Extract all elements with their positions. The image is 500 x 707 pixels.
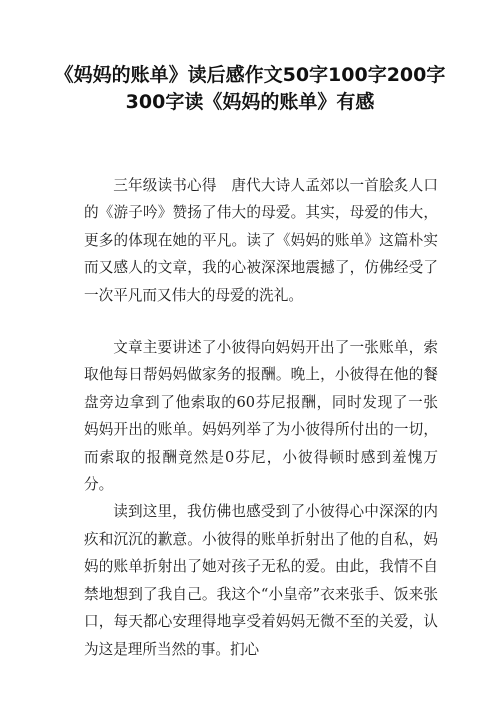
paragraph-3: 读到这里，我仿佛也感受到了小彼得心中深深的内疚和沉沉的歉意。小彼得的账单折射出了他的自私，妈妈的账单折射出了她对孩子无私的爱。由此，我情不自禁地想到了我自己。我这个“小皇帝”衣来张手、饭来张口，每天都心安理得地享受着妈妈无微不至的关爱，认为这是理所当然的事。扪心 bbox=[84, 503, 438, 658]
paragraph-1: 三年级读书心得 唐代大诗人孟郊以一首脍炙人口的《游子吟》赞扬了伟大的母爱。其实，母爱的伟大，更多的体现在她的平凡。读了《妈妈的账单》这篇朴实而又感人的文章，我的心被深深地震撼了，仿佛经受了一次平凡而又伟大的母爱的洗礼。 bbox=[84, 177, 438, 304]
paragraph-2: 文章主要讲述了小彼得向妈妈开出了一张账单，索取他每日帮妈妈做家务的报酬。晚上，小彼得在他的餐盘旁边拿到了他索取的60芬尼报酬，同时发现了一张妈妈开出的账单。妈妈列举了为小彼得所付出的一切，而索取的报酬竟然是0芬尼，小彼得顿时感到羞愧万分。 bbox=[84, 339, 438, 494]
document-body bbox=[84, 172, 438, 663]
document-title: 《妈妈的账单》读后感作文50字100字200字300字读《妈妈的账单》有感 bbox=[54, 64, 446, 113]
